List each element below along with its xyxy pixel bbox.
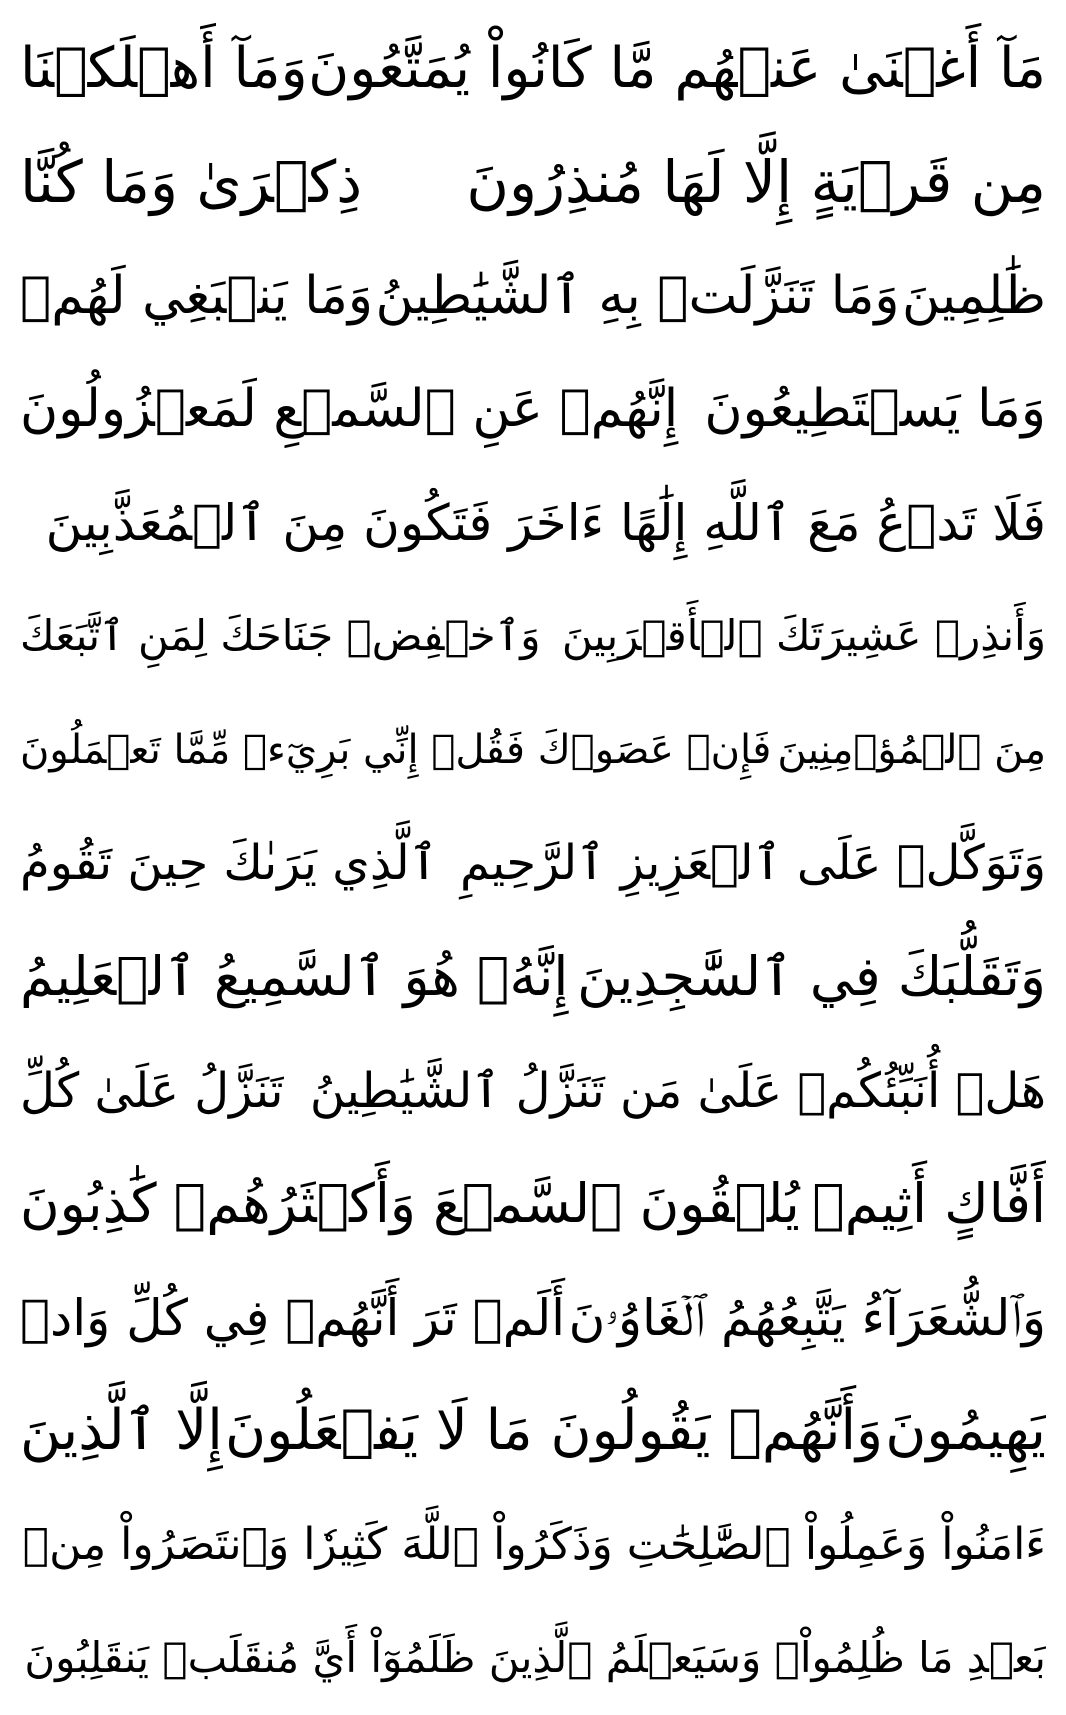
text-line-1 bbox=[20, 12, 1046, 126]
text-line-2 bbox=[20, 126, 1046, 240]
line-segment: وَأَنذِرۡ عَشِيرَتَكَ ٱلۡأَقۡرَبِينَ bbox=[561, 611, 1046, 661]
line-segment: ظَٰلِمِينَ bbox=[902, 265, 1046, 326]
line-segment: ذِكۡرَىٰ وَمَا كُنَّا bbox=[20, 148, 363, 217]
line-segment: أَلَمۡ تَرَ أَنَّهُمۡ فِي كُلِّ وَادٖ bbox=[20, 1288, 566, 1347]
text-line-15 bbox=[20, 1601, 1046, 1715]
text-line-8 bbox=[20, 807, 1046, 921]
line-segment: مَآ أَغۡنَىٰ عَنۡهُم مَّا كَانُواْ يُمَتَّعُونَ bbox=[308, 35, 1046, 101]
line-segment: هَلۡ أُنَبِّئُكُمۡ عَلَىٰ مَن تَنَزَّلُ ٱلشَّيَٰطِينُ bbox=[309, 1062, 1046, 1119]
line-segment: إِنَّهُۥ هُوَ ٱلسَّمِيعُ ٱلۡعَلِيمُ bbox=[20, 945, 569, 1009]
line-segment: وَتَقَلُّبَكَ فِي ٱلسَّٰجِدِينَ bbox=[577, 945, 1046, 1009]
line-segment: وَتَوَكَّلۡ عَلَى ٱلۡعَزِيزِ ٱلرَّحِيمِ bbox=[459, 835, 1046, 892]
line-segment: ٱلَّذِي يَرَىٰكَ حِينَ تَقُومُ bbox=[20, 835, 438, 892]
line-segment: وَمَا يَنۢبَغِي لَهُمۡ bbox=[20, 265, 373, 326]
text-line-5 bbox=[20, 466, 1046, 580]
line-segment: إِنَّهُمۡ عَنِ ٱلسَّمۡعِ لَمَعۡزُولُونَ bbox=[20, 379, 679, 440]
line-segment: ءَامَنُواْ وَعَمِلُواْ ٱلصَّٰلِحَٰتِ وَذَكَرُواْ ٱللَّهَ كَثِيرٗا وَٱنتَصَرُواْ مِنۢ bbox=[22, 1518, 1046, 1570]
line-segment: فَلَا تَدۡعُ مَعَ ٱللَّهِ إِلَٰهًا ءَاخَرَ فَتَكُونَ مِنَ ٱلۡمُعَذَّبِينَ bbox=[45, 493, 1046, 552]
line-segment: أَفَّاكٍ أَثِيمٖ bbox=[812, 1172, 1046, 1236]
line-segment: بَعۡدِ مَا ظُلِمُواْۗ وَسَيَعۡلَمُ ٱلَّذِينَ ظَلَمُوٓاْ أَيَّ مُنقَلَبٖ يَنقَلِبُونَ bbox=[24, 1633, 1046, 1683]
line-segment: يُلۡقُونَ ٱلسَّمۡعَ وَأَكۡثَرُهُمۡ كَٰذِبُونَ bbox=[20, 1172, 800, 1236]
line-segment: وَٱخۡفِضۡ جَنَاحَكَ لِمَنِ ٱتَّبَعَكَ bbox=[20, 611, 541, 661]
line-segment: وَمَآ أَهۡلَكۡنَا bbox=[20, 35, 308, 101]
text-line-10 bbox=[20, 1034, 1046, 1148]
line-segment: مِنَ ٱلۡمُؤۡمِنِينَ bbox=[777, 726, 1046, 773]
line-segment: يَهِيمُونَ bbox=[885, 1398, 1046, 1464]
text-line-14 bbox=[20, 1488, 1046, 1602]
line-segment: وَٱلشُّعَرَآءُ يَتَّبِعُهُمُ ٱلۡغَاوُۥنَ bbox=[568, 1288, 1046, 1347]
line-segment: مِن قَرۡيَةٍ إِلَّا لَهَا مُنذِرُونَ bbox=[466, 148, 1046, 217]
line-segment: وَمَا تَنَزَّلَتۡ بِهِ ٱلشَّيَٰطِينُ bbox=[375, 265, 900, 326]
line-segment: فَإِنۡ عَصَوۡكَ فَقُلۡ إِنِّي بَرِيٓءٞ مِّمَّا تَعۡمَلُونَ bbox=[20, 726, 772, 773]
text-line-4 bbox=[20, 353, 1046, 467]
text-line-9 bbox=[20, 920, 1046, 1034]
text-line-6 bbox=[20, 580, 1046, 694]
text-line-12 bbox=[20, 1261, 1046, 1375]
line-segment: تَنَزَّلُ عَلَىٰ كُلِّ bbox=[20, 1062, 284, 1119]
text-line-13 bbox=[20, 1374, 1046, 1488]
text-line-3 bbox=[20, 239, 1046, 353]
text-line-7 bbox=[20, 693, 1046, 807]
line-segment: إِلَّا ٱلَّذِينَ bbox=[20, 1398, 223, 1464]
line-segment: وَمَا يَسۡتَطِيعُونَ bbox=[704, 379, 1046, 440]
line-segment: وَأَنَّهُمۡ يَقُولُونَ مَا لَا يَفۡعَلُونَ bbox=[224, 1398, 884, 1464]
text-line-11 bbox=[20, 1147, 1046, 1261]
